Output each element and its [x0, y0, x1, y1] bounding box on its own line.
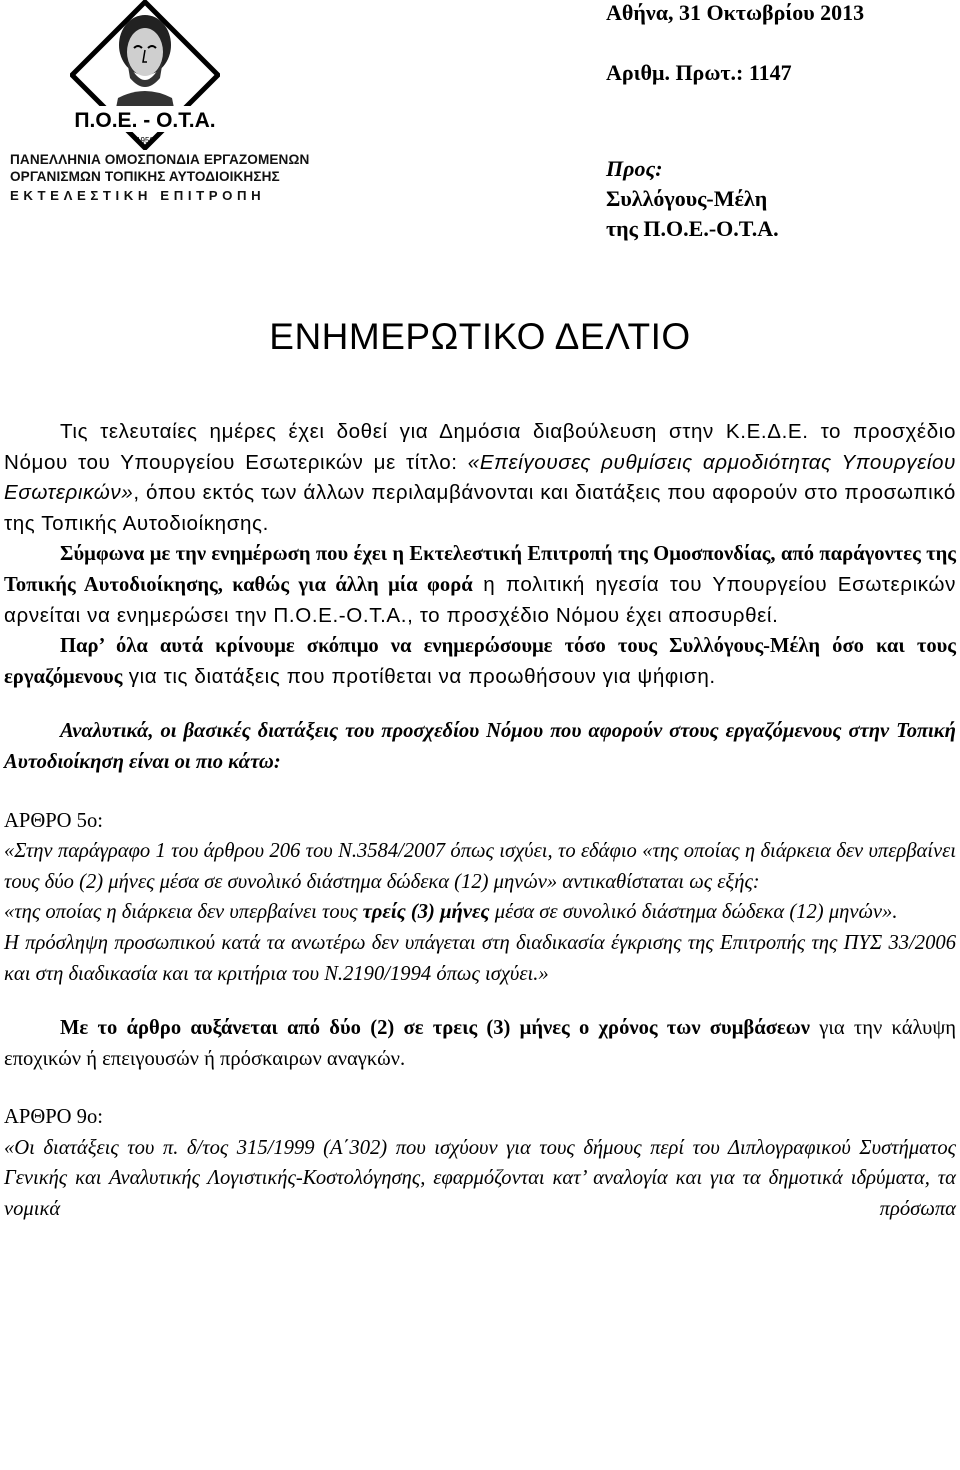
article5-note	[4, 1013, 956, 1074]
org-name-line2: ΟΡΓΑΝΙΣΜΩΝ ΤΟΠΙΚΗΣ ΑΥΤΟΔΙΟΙΚΗΣΗΣ	[10, 169, 280, 184]
article9-quote1: «Οι διατάξεις του π. δ/τος 315/1999 (Α΄302) που ισχύουν για τους δήμους περί του Διπλογραφικού Συστήματος Γενικής και Αναλυτικής Λογιστικής-Κοστολόγησης, εφαρμόζονται κατ’ αναλογία και για τα δημοτικά ιδρύματα, τα νομικά πρόσωπα	[4, 1136, 956, 1221]
p2-bold: Σύμφωνα με την ενημέρωση που έχει η Εκτελεστική Επιτροπή της Ομοσπονδίας, από παράγοντες της Τοπικής Αυτοδιοίκησης, καθώς για άλλη μία φορά	[4, 543, 956, 596]
article5-note-bold: Με το άρθρο αυξάνεται από δύο (2) σε τρεις (3) μήνες ο χρόνος των συμβάσεων	[60, 1017, 810, 1040]
recipients-label: Προς:	[606, 156, 663, 181]
org-executive-committee: ΕΚΤΕΛΕΣΤΙΚΗ ΕΠΙΤΡΟΠΗ	[10, 188, 266, 203]
p2-text: η πολιτική ηγεσία του Υπουργείου Εσωτερικών αρνείται να ενημερώσει την Π.Ο.Ε.-Ο.Τ.Α., το προσχέδιο Νόμου έχει αποσυρθεί.	[4, 572, 956, 627]
paragraph-analysis: Αναλυτικά, οι βασικές διατάξεις του προσχεδίου Νόμου που αφορούν στους εργαζόμενους στην Τοπική Αυτοδιοίκηση είναι οι πιο κάτω:	[4, 720, 956, 773]
article5-quote3: Η πρόσληψη προσωπικού κατά τα ανωτέρω δεν υπάγεται στη διαδικασία έγκρισης της Επιτροπής της ΠΥΣ 33/2006 και στη διαδικασία και τα κριτήρια του Ν.2190/1994 όπως ισχύει.»	[4, 931, 956, 985]
p1-intro: Τις τελευταίες ημέρες έχει δοθεί για Δημόσια διαβούλευση στην Κ.Ε.Δ.Ε.	[60, 420, 809, 443]
paragraph-withdrawn	[4, 539, 956, 631]
p1-law-title: «Επείγουσες ρυθμίσεις αρμοδιότητας Υπουργείου Εσωτερικών»	[4, 450, 956, 505]
article5-note-text: για την κάλυψη εποχικών ή επειγουσών ή πρόσκαιρων αναγκών.	[4, 1017, 956, 1070]
p1-draft-law: το προσχέδιο Νόμου του Υπουργείου Εσωτερικών με τίτλο:	[4, 420, 957, 474]
org-name-line1: ΠΑΝΕΛΛΗΝΙΑ ΟΜΟΣΠΟΝΔΙΑ ΕΡΓΑΖΟΜΕΝΩΝ	[10, 152, 310, 167]
article5-quote1: «Στην παράγραφο 1 του άρθρου 206 του Ν.3584/2007 όπως ισχύει, το εδάφιο «της οποίας η διάρκεια δεν υπερβαίνει τους δύο (2) μήνες μέσα σε συνολικό διάστημα δώδεκα (12) μηνών» αντικαθίσταται ως εξής:	[4, 840, 956, 893]
p3-text: για τις διατάξεις που προτίθεται να προωθήσουν για ψήφιση.	[122, 664, 716, 688]
bust-icon	[116, 15, 174, 108]
article5-heading: ΑΡΘΡΟ 5ο:	[4, 809, 103, 832]
article5-quote2-emphasis: τρείς (3) μήνες	[362, 901, 490, 924]
paragraph-inform	[4, 631, 956, 692]
recipients-line1: Συλλόγους-Μέλη	[606, 186, 768, 211]
protocol-number: Αριθμ. Πρωτ.: 1147	[606, 60, 792, 85]
paragraph-consultation	[4, 417, 956, 539]
p1-scope: , όπου εκτός των άλλων περιλαμβάνονται και διατάξεις που αφορούν στο προσωπικό της Τοπικής Αυτοδιοίκησης.	[4, 481, 956, 535]
org-badge-year: 1950	[136, 136, 154, 145]
p3-bold: Παρ’ όλα αυτά κρίνουμε σκόπιμο να ενημερώσουμε τόσο τους Συλλόγους-Μέλη όσο και τους εργαζόμενους	[4, 635, 956, 688]
article5-quote2	[4, 897, 956, 928]
org-badge-text: Π.Ο.Ε. - Ο.Τ.Α.	[74, 109, 216, 132]
organization-logo-block	[6, 0, 310, 210]
article9-heading: ΑΡΘΡΟ 9ο:	[4, 1106, 103, 1129]
document-date: Αθήνα, 31 Οκτωβρίου 2013	[606, 0, 865, 25]
article5-quote2-a: «της οποίας η διάρκεια δεν υπερβαίνει τους	[4, 901, 363, 924]
document-body	[4, 417, 956, 1225]
document-title: ΕΝΗΜΕΡΩΤΙΚΟ ΔΕΛΤΙΟ	[269, 316, 691, 357]
article5-quote2-c: μέσα σε συνολικό διάστημα δώδεκα (12) μηνών».	[489, 901, 898, 924]
poe-ota-logo	[70, 0, 220, 150]
recipients-line2: της Π.Ο.Ε.-Ο.Τ.Α.	[606, 216, 779, 241]
